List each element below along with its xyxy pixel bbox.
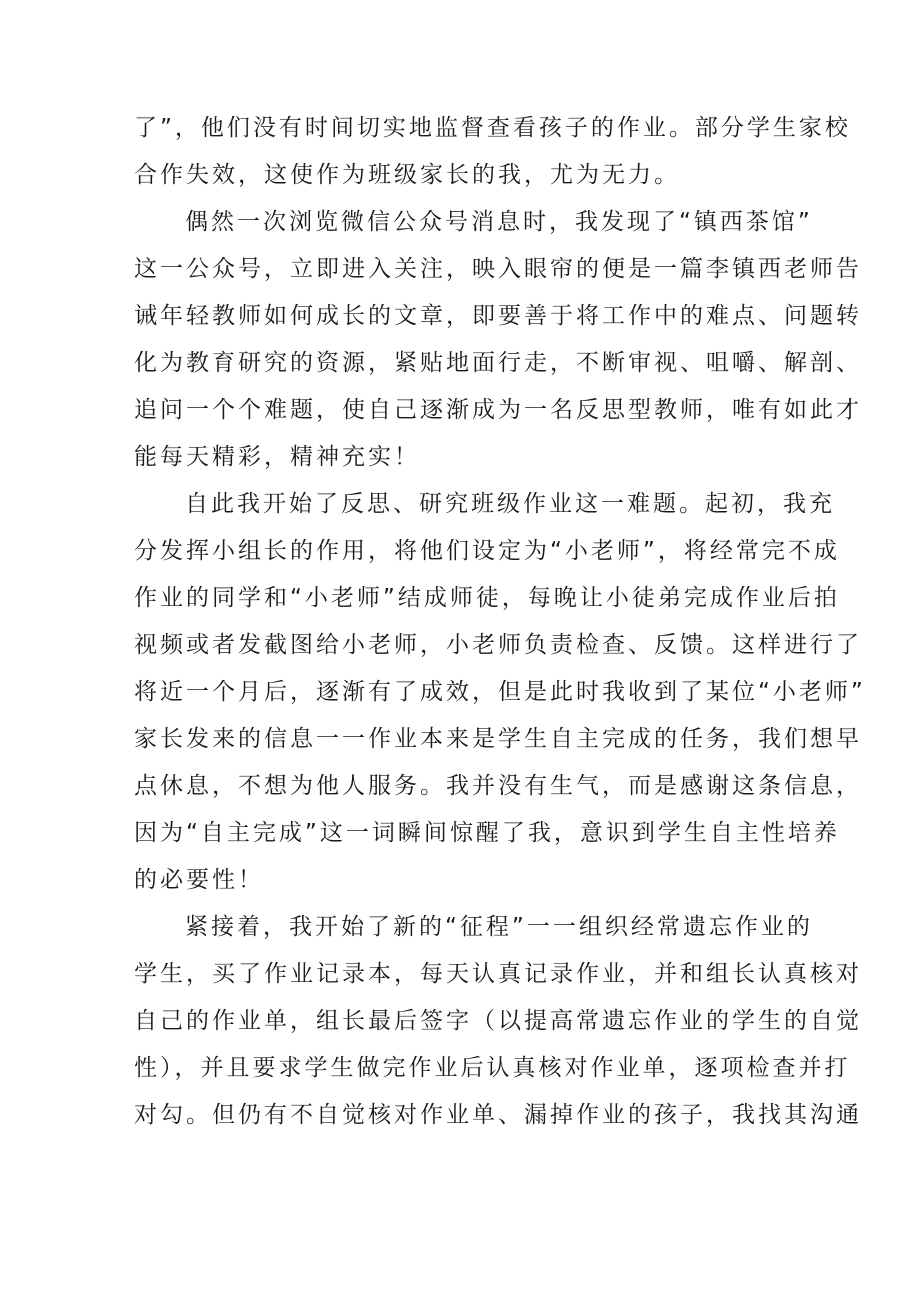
- text-line: 诫年轻教师如何成长的文章，即要善于将工作中的难点、问题转: [134, 303, 862, 329]
- text-line: 性），并且要求学生做完作业后认真核对作业单，逐项检查并打: [134, 1055, 851, 1081]
- text-line: 点休息，不想为他人服务。我并没有生气，而是感谢这条信息，: [134, 773, 862, 799]
- text-line: 作业的同学和“小老师”结成师徒，每晚让小徒弟完成作业后拍: [134, 585, 840, 611]
- text-line: 偶然一次浏览微信公众号消息时，我发现了“镇西茶馆”: [185, 209, 813, 235]
- text-line: 学生，买了作业记录本，每天认真记录作业，并和组长认真核对: [134, 961, 862, 987]
- body-text: [134, 105, 866, 1139]
- text-line: 因为“自主完成”这一词瞬间惊醒了我，意识到学生自主性培养: [134, 820, 840, 846]
- text-line: 家长发来的信息一一作业本来是学生自主完成的任务，我们想早: [134, 726, 862, 752]
- text-line: 能每天精彩，精神充实！: [134, 444, 420, 470]
- text-line: 紧接着，我开始了新的“征程”一一组织经常遗忘作业的: [185, 914, 813, 940]
- text-line: 对勾。但仍有不自觉核对作业单、漏掉作业的孩子，我找其沟通: [134, 1102, 862, 1128]
- paragraph-3: [134, 481, 866, 904]
- text-line: 自此我开始了反思、研究班级作业这一难题。起初，我充: [185, 491, 835, 517]
- text-line: 追问一个个难题，使自己逐渐成为一名反思型教师，唯有如此才: [134, 397, 862, 423]
- text-line: 视频或者发截图给小老师，小老师负责检查、反馈。这样进行了: [134, 632, 862, 658]
- text-line: 这一公众号，立即进入关注，映入眼帘的便是一篇李镇西老师告: [134, 256, 862, 282]
- text-line: 将近一个月后，逐渐有了成效，但是此时我收到了某位“小老师”: [134, 679, 866, 705]
- paragraph-4: [134, 904, 862, 1139]
- paragraph-1: [134, 105, 851, 199]
- text-line: 自己的作业单，组长最后签字（以提高常遗忘作业的学生的自觉: [134, 1008, 862, 1034]
- text-line: 的必要性！: [134, 867, 264, 893]
- text-line: 了”，他们没有时间切实地监督查看孩子的作业。部分学生家校: [134, 115, 851, 141]
- text-line: 化为教育研究的资源，紧贴地面行走，不断审视、咀嚼、解剖、: [134, 350, 862, 376]
- text-line: 合作失效，这使作为班级家长的我，尤为无力。: [134, 162, 680, 188]
- text-line: 分发挥小组长的作用，将他们设定为“小老师”，将经常完不成: [134, 538, 840, 564]
- paragraph-2: [134, 199, 862, 481]
